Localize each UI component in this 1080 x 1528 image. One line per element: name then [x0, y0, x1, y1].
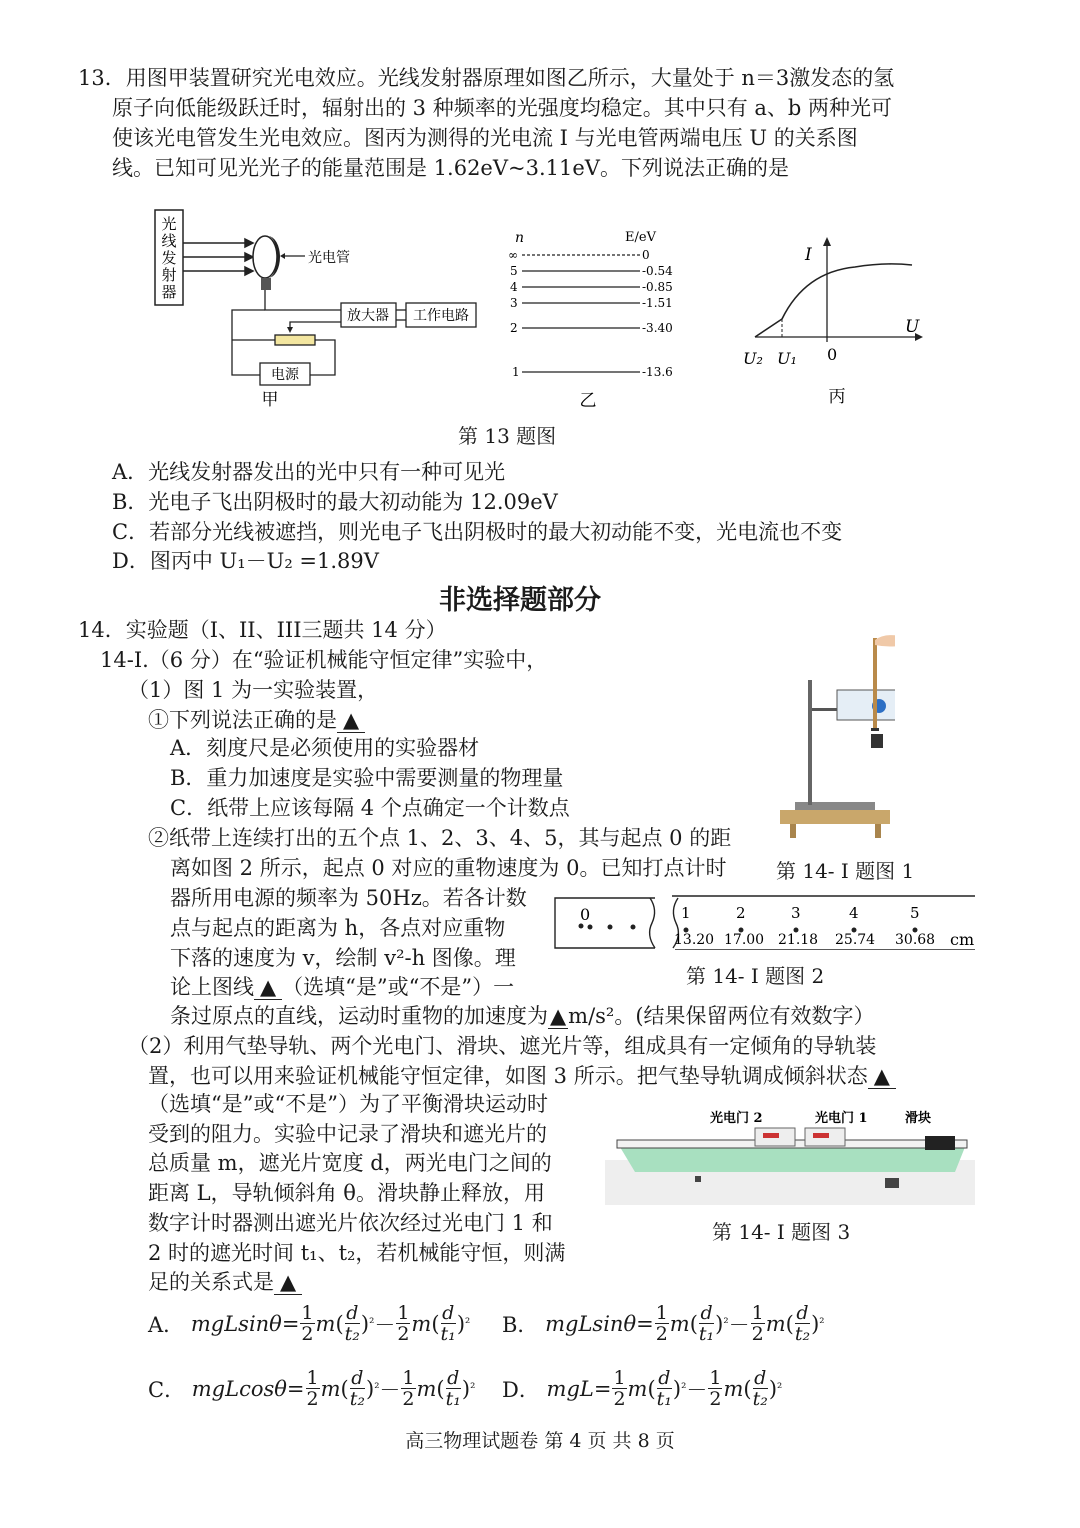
text: 置，也可以用来验证机械能守恒定律，如图 3 所示。把气垫导轨调成倾斜状态: [148, 1064, 868, 1088]
numerator: 1: [402, 1367, 415, 1389]
formula-lhs: mgLsinθ=: [545, 1311, 654, 1336]
emitter-label: 光: [161, 215, 177, 233]
figure-yi-energy-levels: [500, 230, 700, 418]
formula-lhs: mgLcosθ=: [191, 1376, 305, 1401]
formula-lhs: mgL=: [546, 1376, 612, 1401]
minus-sign: －: [686, 1377, 708, 1402]
formula-option-d: D． mgL= $\frac{1}{2}$ m ( $\frac{d}{\text{t₁}}$ ) ² － $\frac{1}{2}$ m ( $\frac{d}{\text{t₂}}$ ) ²: [502, 1367, 783, 1410]
formula-option-c: C． mgLcosθ= $\frac{1}{2}$ m ( $\frac{d}{\text{t₂}}$ ) ² － $\frac{1}{2}$ m ( $\frac{d}{\text{t₁}}$ ) ²: [148, 1367, 476, 1410]
figure-label: 丙: [828, 387, 846, 407]
level-n: 3: [510, 296, 518, 310]
part2-line: 距离 L，导轨倾斜角 θ。滑块静止释放，用: [148, 1181, 545, 1205]
part1-text: （1）图 1 为一实验装置，: [128, 678, 379, 702]
tape-distance: 21.18: [778, 932, 819, 948]
square: ²: [723, 1316, 729, 1331]
numerator: 1: [709, 1367, 722, 1389]
emitter-label: 器: [161, 283, 177, 301]
part2-line: [148, 1267, 302, 1297]
numerator: d: [442, 1302, 455, 1324]
gate-1-label: 光电门 1: [815, 1111, 868, 1126]
numerator: d: [754, 1367, 767, 1389]
answer-blank[interactable]: ▲: [337, 708, 365, 733]
emitter-label: 发: [161, 249, 177, 267]
figure-3-air-track: [605, 1100, 975, 1205]
question-1-text: [148, 705, 365, 735]
figure-label: 甲: [261, 390, 279, 410]
tape-point-label: 3: [791, 904, 801, 922]
emitter-label: 射: [161, 266, 177, 284]
option-d: D．图丙中 U₁－U₂ =1.89V: [112, 549, 379, 573]
fraction-d-over-t: [699, 1303, 714, 1344]
minus-sign: －: [728, 1312, 750, 1337]
denominator: 2: [613, 1388, 626, 1410]
q13-line: 线。已知可见光光子的能量范围是 1.62eV~3.11eV。下列说法正确的是: [112, 156, 789, 180]
denominator: 2: [306, 1388, 319, 1410]
numerator: 1: [613, 1367, 626, 1389]
part2-line: （2）利用气垫导轨、两个光电门、滑块、遮光片等，组成具有一定倾角的导轨装: [128, 1034, 877, 1058]
answer-blank[interactable]: ▲: [274, 1270, 302, 1295]
numerator: 1: [306, 1367, 319, 1389]
power-label: 电源: [271, 367, 299, 383]
fraction-d-over-t: [657, 1368, 672, 1409]
q13-line: 使该光电管发生光电效应。图丙为测得的光电流 I 与光电管两端电压 U 的关系图: [112, 126, 858, 150]
denominator: t₁: [698, 1323, 715, 1345]
figure-caption: 第 14- Ⅰ 题图 1: [776, 859, 915, 883]
fraction-d-over-t: [345, 1303, 360, 1344]
q2-line: 器所用电源的频率为 50Hz。若各计数: [170, 886, 527, 910]
mass-symbol: m: [320, 1376, 341, 1401]
minus-sign: －: [379, 1377, 401, 1402]
q2-line: ②纸带上连续打出的五个点 1、2、3、4、5，其与起点 0 的距: [148, 826, 732, 850]
mass-symbol: m: [416, 1376, 437, 1401]
figure-1-apparatus: [775, 630, 895, 845]
tape-distance: 30.68: [895, 932, 936, 948]
level-e: -0.85: [642, 280, 673, 294]
option-label: C．: [148, 1377, 186, 1402]
q2-line: 离如图 2 所示，起点 0 对应的重物速度为 0。已知打点计时: [170, 856, 727, 880]
emitter-label: 线: [161, 232, 177, 250]
denominator: t₁: [656, 1388, 672, 1410]
e-axis-label: E/eV: [625, 230, 656, 245]
minus-sign: －: [374, 1312, 396, 1337]
figure-label: 乙: [579, 391, 597, 411]
tape-point-label: 4: [849, 904, 859, 922]
part2-line: 总质量 m，遮光片宽度 d，两光电门之间的: [148, 1151, 552, 1175]
choice-a: A．刻度尺是必须使用的实验器材: [170, 736, 480, 760]
level-e: -0.54: [642, 264, 673, 278]
section-title: 非选择题部分: [439, 585, 601, 616]
part2-line: 2 时的遮光时间 t₁、t₂，若机械能守恒，则满: [148, 1241, 566, 1265]
numerator: 1: [655, 1302, 668, 1324]
gate-2-label: 光电门 2: [710, 1111, 763, 1126]
denominator: 2: [751, 1323, 764, 1345]
phototube-label: 光电管: [308, 250, 350, 266]
numerator: d: [796, 1302, 809, 1324]
option-a: A．光线发射器发出的光中只有一种可见光: [112, 460, 506, 484]
figure-caption: 第 14- Ⅰ 题图 3: [712, 1220, 851, 1244]
fraction-d-over-t: [753, 1368, 768, 1409]
denominator: t₁: [445, 1388, 461, 1410]
part2-line: [148, 1061, 896, 1091]
square: ²: [374, 1381, 380, 1396]
origin-label: 0: [827, 345, 838, 364]
level-n: ∞: [508, 248, 518, 262]
text: 条过原点的直线，运动时重物的加速度为: [170, 1004, 548, 1028]
mass-symbol: m: [411, 1311, 432, 1336]
mass-symbol: m: [627, 1376, 648, 1401]
u2-label: U₂: [743, 349, 763, 368]
part2-line: 受到的阻力。实验中记录了滑块和遮光片的: [148, 1122, 547, 1146]
numerator: 1: [301, 1302, 314, 1324]
denominator: t₂: [752, 1388, 768, 1410]
fraction-half: [396, 1303, 410, 1344]
tape-point-label: 5: [910, 904, 920, 922]
fraction-d-over-t: [441, 1303, 456, 1344]
option-label: B．: [502, 1312, 539, 1337]
part2-line: （选填“是”或“不是”）为了平衡滑块运动时: [148, 1092, 548, 1116]
q2-line: [170, 1001, 875, 1031]
fraction-half: [306, 1368, 320, 1409]
tape-distance: 17.00: [724, 932, 765, 948]
denominator: t₁: [440, 1323, 456, 1345]
figure-caption: 第 14- Ⅰ 题图 2: [686, 964, 825, 988]
numerator: d: [346, 1302, 359, 1324]
option-label: A．: [148, 1312, 185, 1337]
level-e: -1.51: [642, 296, 673, 310]
denominator: 2: [301, 1323, 314, 1345]
level-n: 2: [510, 321, 518, 335]
text: 足的关系式是: [148, 1270, 274, 1294]
q2-line: [170, 972, 514, 1002]
fraction-d-over-t: [446, 1368, 461, 1409]
slider-label: 滑块: [905, 1111, 932, 1126]
q14-heading: 14．实验题（I、II、III三题共 14 分）: [78, 618, 447, 642]
part2-line: 数字计时器测出遮光片依次经过光电门 1 和: [148, 1211, 553, 1235]
page-footer: 高三物理试题卷 第 4 页 共 8 页: [405, 1430, 675, 1452]
mass-symbol: m: [315, 1311, 336, 1336]
option-c: C．若部分光线被遮挡，则光电子飞出阴极时的最大初动能不变，光电流也不变: [112, 520, 843, 544]
mass-symbol: m: [723, 1376, 744, 1401]
square: ²: [470, 1381, 476, 1396]
answer-blank[interactable]: ▲: [550, 1004, 567, 1028]
denominator: t₂: [344, 1323, 360, 1345]
q14-1-heading: 14-I.（6 分）在“验证机械能守恒定律”实验中，: [100, 648, 548, 672]
square: ²: [681, 1381, 687, 1396]
denominator: t₂: [349, 1388, 365, 1410]
level-n: 5: [510, 264, 518, 278]
figure-caption: 第 13 题图: [458, 424, 557, 448]
text: （选填“是”或“不是”）一: [282, 975, 515, 999]
tape-distance: 25.74: [835, 932, 876, 948]
numerator: 1: [751, 1302, 764, 1324]
question-text: ①下列说法正确的是: [148, 708, 337, 732]
level-n: 4: [510, 280, 518, 294]
figure-bing-iu-graph: [735, 232, 935, 412]
fraction-half: [401, 1368, 415, 1409]
q13-line: 13．用图甲装置研究光电效应。光线发射器原理如图乙所示，大量处于 n＝3激发态的氢: [78, 66, 895, 90]
amplifier-label: 放大器: [347, 308, 389, 324]
square: ²: [465, 1316, 471, 1331]
numerator: d: [447, 1367, 460, 1389]
denominator: 2: [402, 1388, 415, 1410]
figure-jia-circuit: [150, 205, 490, 415]
tape-distance: 13.20: [674, 932, 715, 948]
denominator: 2: [397, 1323, 410, 1345]
fraction-half: [655, 1303, 669, 1344]
tape-unit: cm: [950, 930, 975, 949]
i-axis-label: I: [805, 245, 812, 265]
fraction-half: [751, 1303, 765, 1344]
tape-point-0: 0: [580, 905, 591, 924]
square: ²: [819, 1316, 825, 1331]
fraction-half: [612, 1368, 626, 1409]
numerator: 1: [397, 1302, 410, 1324]
option-label: D．: [502, 1377, 540, 1402]
level-e: 0: [642, 248, 650, 262]
u1-label: U₁: [777, 349, 797, 368]
denominator: t₂: [794, 1323, 811, 1345]
formula-option-b: B． mgLsinθ= $\frac{1}{2}$ m ( $\frac{d}{\text{t₁}}$ ) ² － $\frac{1}{2}$ m ( $\frac{d}{\text{t₂}}$ ) ²: [502, 1302, 825, 1345]
numerator: d: [658, 1367, 671, 1389]
q2-line: 下落的速度为 v，绘制 v²-h 图像。理: [170, 946, 516, 970]
formula-option-a: A． mgLsinθ= $\frac{1}{2}$ m ( $\frac{d}{\text{t₂}}$ ) ² － $\frac{1}{2}$ m ( $\frac{d}{\text{t₁}}$ ) ²: [148, 1302, 471, 1345]
q2-line: 点与起点的距离为 h，各点对应重物: [170, 916, 506, 940]
denominator: 2: [709, 1388, 722, 1410]
mass-symbol: m: [765, 1311, 786, 1336]
formula-lhs: mgLsinθ=: [190, 1311, 300, 1336]
level-e: -3.40: [642, 321, 673, 335]
answer-blank[interactable]: ▲: [254, 975, 282, 1000]
fraction-half: [708, 1368, 722, 1409]
figure-2-paper-tape: [550, 890, 980, 950]
level-n: 1: [512, 365, 520, 379]
mass-symbol: m: [669, 1311, 690, 1336]
q13-line: 原子向低能级跃迁时，辐射出的 3 种频率的光强度均稳定。其中只有 a、b 两种光可: [112, 96, 893, 120]
fraction-d-over-t: [350, 1368, 365, 1409]
numerator: d: [351, 1367, 364, 1389]
numerator: d: [700, 1302, 713, 1324]
tape-point-label: 1: [681, 904, 691, 922]
work-circuit-label: 工作电路: [413, 308, 469, 324]
fraction-half: [300, 1303, 314, 1344]
fraction-d-over-t: [795, 1303, 810, 1344]
n-axis-label: n: [515, 230, 525, 246]
choice-b: B．重力加速度是实验中需要测量的物理量: [170, 766, 564, 790]
text: 论上图线: [170, 975, 254, 999]
level-e: -13.6: [642, 365, 673, 379]
option-b: B．光电子飞出阴极时的最大初动能为 12.09eV: [112, 490, 558, 514]
u-axis-label: U: [905, 317, 920, 337]
tape-point-label: 2: [736, 904, 746, 922]
answer-blank[interactable]: ▲: [868, 1064, 896, 1089]
text: m/s²。(结果保留两位有效数字）: [568, 1004, 875, 1028]
square: ²: [369, 1316, 375, 1331]
square: ²: [777, 1381, 783, 1396]
choice-c: C．纸带上应该每隔 4 个点确定一个计数点: [170, 796, 570, 820]
denominator: 2: [655, 1323, 668, 1345]
